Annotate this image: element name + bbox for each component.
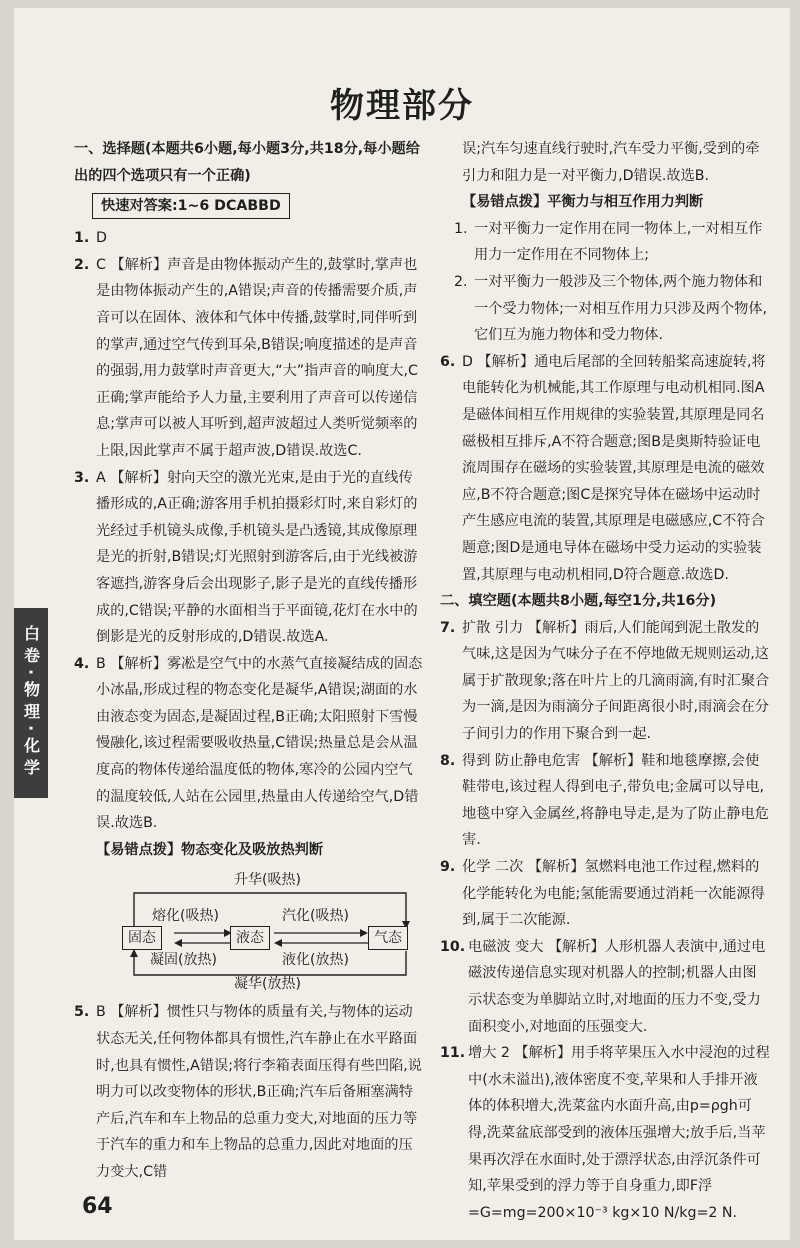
book-page [14,8,790,1240]
freezing-label: 凝固(放热) [150,952,217,969]
question-text: B 【解析】惯性只与物体的质量有关,与物体的运动状态无关,任何物体都具有惯性,汽车静止在水平路面时,也具有惯性,A错误;将行李箱表面压得有些凹陷,说明力可以改变物体的形状,B正确;汽车后备厢塞满特产后,汽车和车上物品的总重力变大,对地面的压力等于汽车的重力和车上物品的总重力,因此对地面的压力变大,C错 [96,1004,422,1180]
section-heading-choice: 一、选择题(本题共6小题,每小题3分,共18分,每小题给出的四个选项只有一个正确) [74,141,420,184]
question-number: 1. [74,230,90,247]
question-8 [440,748,770,854]
question-text: D 【解析】通电后尾部的全回转船桨高速旋转,将电能转化为机械能,其工作原理与电动机相同.图A是磁体间相互作用规律的实验装置,其原理是同名磁极相互排斥,A不符合题意;图B是奥斯特验证电流周围存在磁场的实验装置,其原理是电流的磁效应,B不符合题意;图C是探究导体在磁场中运动时产生感应电流的装置,其原理是电磁感应,C不符合题意;图D是通电导体在磁场中受力运动的实验装置,其原理与电动机相同,D符合题意.故选D. [462,353,766,583]
vaporization-label: 汽化(吸热) [282,908,349,925]
question-text: 电磁波 变大 【解析】人形机器人表演中,通过电磁波传递信息实现对机器人的控制;机器人由图示状态变为单脚站立时,对地面的压力不变,受力面积变小,对地面的压强变大. [468,938,766,1035]
question-7 [440,615,770,748]
page-title: 物理部分 [330,86,474,126]
liquefaction-label: 液化(放热) [282,952,349,969]
question-number: 3. [74,469,90,486]
sublimation-label: 升华(吸热) [234,872,301,889]
left-column [74,136,424,1186]
tip-item-text: 一对平衡力一定作用在同一物体上,一对相互作用力一定作用在不同物体上; [474,220,763,264]
tip-item-number: 1. [454,220,468,237]
question-number: 5. [74,1004,90,1021]
tip-item-text: 一对平衡力一般涉及三个物体,两个施力物体和一个受力物体;一对相互作用力只涉及两个物体,它们互为施力物体和受力物体. [474,273,768,344]
question-number: 11. [440,1045,466,1062]
gas-state-box: 气态 [368,926,408,950]
question-4 [74,651,424,837]
question-number: 8. [440,752,456,769]
question-text: 增大 2 【解析】用手将苹果压入水中浸泡的过程中(水未溢出),液体密度不变,苹果和人手排开液体的体积增大,洗菜盆内水面升高,由p=ρgh可得,洗菜盆底部受到的液体压强增大;放手后,当苹果再次浮在水面时,处于漂浮状态,由浮沉条件可知,苹果受到的浮力等于自身重力,即F浮=G=mg=200×10⁻³ kg×10 N/kg=2 N. [468,1045,770,1221]
state-change-diagram [122,871,422,991]
question-number: 4. [74,655,90,672]
question-6 [440,349,770,588]
question-5 [74,999,424,1185]
question-number: 9. [440,859,456,876]
question-text: 化学 二次 【解析】氢燃料电池工作过程,燃料的化学能转化为电能;氢能需要通过消耗一次能源得到,属于二次能源. [462,859,765,929]
deposition-label: 凝华(放热) [234,976,301,993]
right-column [440,136,770,1226]
section-heading-fill: 二、填空题(本题共8小题,每空1分,共16分) [440,593,717,610]
question-text: 得到 防止静电危害 【解析】鞋和地毯摩擦,会使鞋带电,该过程人得到电子,带负电;金属可以导电,地毯中穿入金属丝,将静电导走,是为了防止静电危害. [462,752,769,849]
question-text: C 【解析】声音是由物体振动产生的,鼓掌时,掌声也是由物体振动产生的,A错误;声音的传播需要介质,声音可以在固体、液体和气体中传播,鼓掌时,同伴听到的掌声,通过空气传到耳朵,B错误;响度描述的是声音的强弱,用力鼓掌时声音更大,“大”指声音的响度大,C正确;掌声能给予人力量,主要利用了声音可以传递信息;掌声可以被人耳听到,超声波超过人类听觉频率的上限,因此掌声不属于超声波,D错误.故选C. [96,256,418,459]
quick-answer-box: 快速对答案:1~6 DCABBD [92,193,290,219]
question-9 [440,854,770,934]
liquid-state-box: 液态 [230,926,270,950]
solid-state-box: 固态 [122,926,162,950]
question-number: 10. [440,938,466,955]
question-number: 6. [440,353,456,370]
question-text: D [96,230,107,247]
question-10 [440,934,770,1040]
tip-item [440,216,770,269]
question-number: 2. [74,256,90,273]
question-text: A 【解析】射向天空的激光光束,是由于光的直线传播形成的,A正确;游客用手机拍摄彩灯时,来自彩灯的光经过手机镜头成像,手机镜头是凸透镜,其成像原理是光的折射,B错误;灯光照射到游客后,由于光线被游客遮挡,游客身后会出现影子,影子是光的直线传播形成的,C错误;平静的水面相当于平面镜,花灯在水中的倒影是光的反射形成的,D错误.故选A. [96,469,418,646]
side-tab: 白卷·物理·化学 [14,608,48,798]
question-1 [74,225,424,252]
question-3 [74,465,424,651]
question-5-continued: 误;汽车匀速直线行驶时,汽车受力平衡,受到的牵引力和阻力是一对平衡力,D错误.故选B. [462,141,760,184]
tip-item-number: 2. [454,273,468,290]
question-number: 7. [440,619,456,636]
tip-item [440,269,770,349]
tip-heading: 【易错点拨】平衡力与相互作用力判断 [462,194,704,211]
tip-heading: 【易错点拨】物态变化及吸放热判断 [96,841,324,858]
question-text: B 【解析】雾凇是空气中的水蒸气直接凝结成的固态小冰晶,形成过程的物态变化是凝华,A错误;湖面的水由液态变为固态,是凝固过程,B正确;太阳照射下雪慢慢融化,该过程需要吸收热量,C错误;热量总是会从温度高的物体传递给温度低的物体,寒冷的公园内空气的温度较低,人站在公园里,热量由人传递给空气,D错误.故选B. [96,655,423,832]
question-2 [74,252,424,465]
page-number: 64 [82,1194,113,1219]
melting-label: 熔化(吸热) [152,908,219,925]
question-text: 扩散 引力 【解析】雨后,人们能闻到泥土散发的气味,这是因为气味分子在不停地做无规则运动,这属于扩散现象;落在叶片上的几滴雨滴,有时汇聚合为一滴,是因为雨滴分子间距离很小时,雨滴会在分子间引力的作用下聚合到一起. [462,619,770,743]
question-11 [440,1040,770,1226]
